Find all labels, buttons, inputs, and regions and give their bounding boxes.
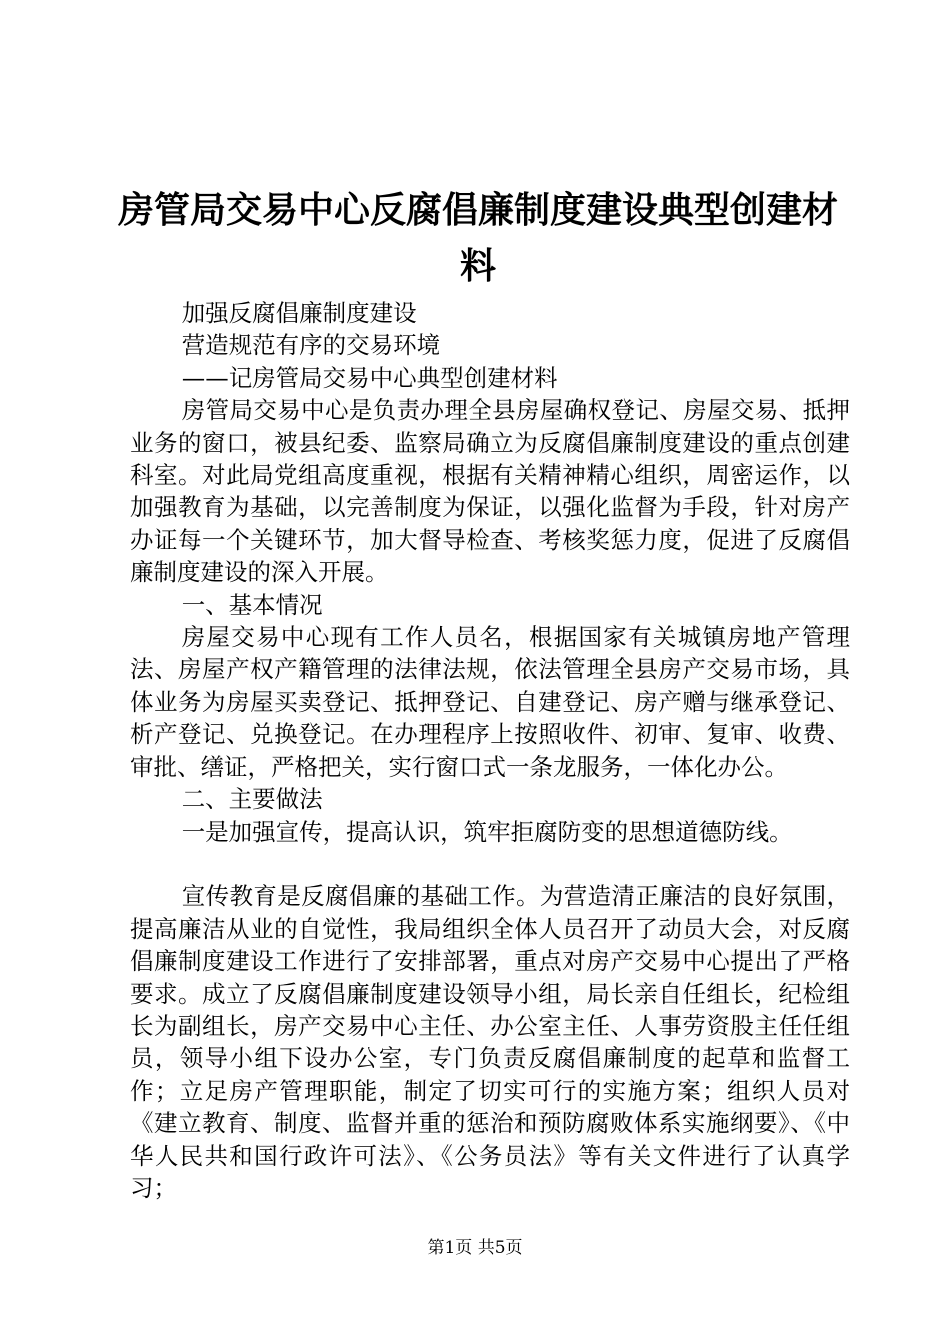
basic-situation-paragraph: 房屋交易中心现有工作人员名，根据国家有关城镇房地产管理法、房屋产权产籍管理的法律法规，依法管理全县房产交易市场，具体业务为房屋买卖登记、抵押登记、自建登记、房产赠与继承登记、析产登记、兑换登记。在办理程序上按照收件、初审、复审、收费、审批、缮证，严格把关，实行窗口式一条龙服务，一体化办公。 xyxy=(130,623,850,781)
subtitle-line-3: ——记房管局交易中心典型创建材料 xyxy=(181,363,558,392)
subtitle-line-2: 营造规范有序的交易环境 xyxy=(181,331,441,360)
section-2-heading: 二、主要做法 xyxy=(181,785,323,814)
subtitle-line-1: 加强反腐倡廉制度建设 xyxy=(181,299,417,327)
document-title: 房管局交易中心反腐倡廉制度建设典型创建材料 xyxy=(118,189,839,287)
page-footer: 第1页 共5页 xyxy=(427,1238,523,1258)
section-1-heading: 一、基本情况 xyxy=(181,590,323,619)
paragraph-spacer xyxy=(130,848,850,880)
intro-paragraph: 房管局交易中心是负责办理全县房屋确权登记、房屋交易、抵押业务的窗口，被县纪委、监察局确立为反腐倡廉制度建设的重点创建科室。对此局党组高度重视，根据有关精神精心组织，周密运作，以加强教育为基础，以完善制度为保证，以强化监督为手段，针对房产办证每一个关键环节，加大督导检查、考核奖惩力度，促进了反腐倡廉制度建设的深入开展。 xyxy=(130,396,850,587)
document-body xyxy=(130,297,850,1204)
education-paragraph: 宣传教育是反腐倡廉的基础工作。为营造清正廉洁的良好氛围，提高廉洁从业的自觉性，我局组织全体人员召开了动员大会，对反腐倡廉制度建设工作进行了安排部署，重点对房产交易中心提出了严格要求。成立了反腐倡廉制度建设领导小组，局长亲自任组长，纪检组长为副组长，房产交易中心主任、办公室主任、人事劳资股主任任组员，领导小组下设办公室，专门负责反腐倡廉制度的起草和监督工作；立足房产管理职能，制定了切实可行的实施方案；组织人员对《建立教育、制度、监督并重的惩治和预防腐败体系实施纲要》、《中华人民共和国行政许可法》、《公务员法》等有关文件进行了认真学习； xyxy=(130,882,850,1202)
subsection-1-heading: 一是加强宣传，提高认识，筑牢拒腐防变的思想道德防线。 xyxy=(181,817,793,846)
